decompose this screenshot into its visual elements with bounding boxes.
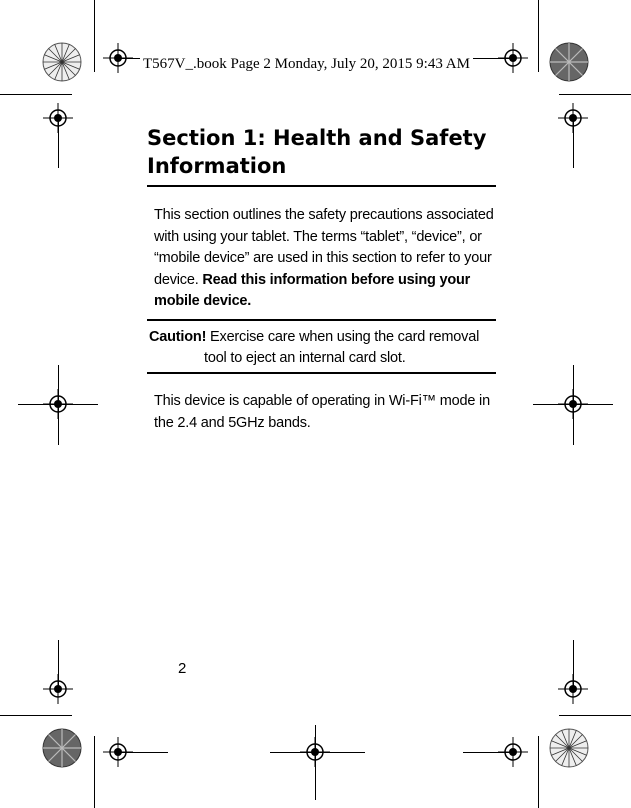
crop-mark <box>58 365 59 445</box>
crop-mark <box>463 752 513 753</box>
crop-mark <box>94 736 95 808</box>
title-rule <box>147 185 496 187</box>
intro-bold-text: Read this information before using your mobile device. <box>154 271 471 309</box>
crop-mark <box>0 94 72 95</box>
crop-mark <box>573 118 574 168</box>
caution-bottom-rule <box>147 372 496 374</box>
crop-mark <box>270 752 365 753</box>
crop-mark <box>573 640 574 690</box>
crop-mark <box>94 0 95 72</box>
wifi-paragraph: This device is capable of operating in Wi-Fi™ mode in the 2.4 and 5GHz bands. <box>154 393 490 431</box>
crop-mark <box>18 404 98 405</box>
crop-mark <box>538 736 539 808</box>
star-target-icon <box>549 42 589 82</box>
crop-mark <box>573 365 574 445</box>
caution-text-line1: Exercise care when using the card removal <box>210 329 480 345</box>
crop-mark <box>559 715 631 716</box>
crop-mark <box>559 94 631 95</box>
caution-label: Caution! <box>149 329 207 345</box>
caution-text-line2: tool to eject an internal card slot. <box>204 350 406 366</box>
crop-mark <box>538 0 539 72</box>
caution-top-rule <box>147 319 496 321</box>
star-target-icon <box>42 42 82 82</box>
intro-paragraph <box>154 205 496 313</box>
crop-mark <box>315 725 316 800</box>
star-target-icon <box>549 728 589 768</box>
crop-mark <box>0 715 72 716</box>
crop-mark <box>58 118 59 168</box>
star-target-icon <box>42 728 82 768</box>
page-number: 2 <box>178 660 187 677</box>
section-title: Section 1: Health and Safety Information <box>147 126 487 178</box>
crop-mark <box>118 752 168 753</box>
crop-mark <box>533 404 613 405</box>
book-header: T567V_.book Page 2 Monday, July 20, 2015 9:43 AM <box>140 56 473 73</box>
crop-mark <box>58 640 59 690</box>
caution-note <box>149 327 489 369</box>
intro-text: This section outlines the safety precautions associated with using your tablet. The terms “tablet”, “device”, or “mobile device” are used in this section to refer to your device. <box>154 207 494 288</box>
